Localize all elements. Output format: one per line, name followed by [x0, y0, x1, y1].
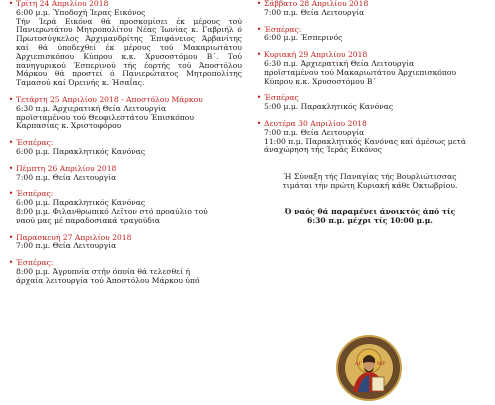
entry-line: 7:00 π.μ. Θεία Λειτουργία — [264, 7, 365, 17]
bullet-icon: • — [8, 138, 14, 148]
notice-line: Ή Σύναξη τής Παναγίας τής Βουρλιώτισσας — [283, 172, 457, 182]
bullet-icon: • — [256, 50, 262, 60]
bullet-icon: • — [256, 24, 262, 34]
schedule-entry — [6, 139, 244, 157]
bullet-icon: • — [256, 93, 262, 103]
entry-line: άρχαία λειτουργία τού Άποστόλου Μάρκου ύπό — [16, 275, 200, 285]
svg-text:ΜΡ: ΜΡ — [377, 361, 386, 367]
feast-notice — [254, 173, 486, 191]
entry-date: Δευτέρα 30 Απριλίου 2018 — [264, 118, 367, 128]
opening-hours — [254, 208, 486, 226]
entry-line: 6:00 μ.μ. Ύποδοχή Ίερας Εικόνος — [16, 7, 146, 17]
schedule-entry — [254, 0, 486, 18]
entry-date: Κυριακή 29 Απριλίου 2018 — [264, 50, 368, 60]
bullet-icon: • — [8, 94, 14, 104]
entry-line: 7:00 π.μ. Θεία Λειτουργία — [264, 127, 365, 137]
entry-line: προϊσταμένου τού Μακαριωτάτου Άρχιεπισκόπου — [264, 67, 457, 77]
schedule-entry — [254, 51, 486, 86]
schedule-entry — [6, 165, 244, 183]
entry-line: 6:00 μ.μ. Έσπερινός — [264, 33, 343, 43]
schedule-entry — [6, 0, 244, 88]
entry-line: Καρπασίας κ. Χριστοφόρου — [16, 121, 122, 131]
entry-line: 8:00 μ.μ. Άγρυπνία στήν όποία θά τελεσθεί ή — [16, 266, 191, 276]
entry-line: άναχώρηση τής Ίεράς Εικόνος — [264, 145, 382, 155]
entry-date: Τρίτη 24 Απριλίου 2018 — [16, 0, 109, 8]
schedule-entry — [254, 94, 486, 112]
entry-line: 7:00 π.μ. Θεία Λειτουργία — [16, 241, 117, 251]
schedule-entry — [254, 120, 486, 155]
svg-text:ΑΓ: ΑΓ — [355, 361, 363, 367]
schedule-entry — [254, 26, 486, 44]
entry-line: ναού μας μέ παραδοσιακά τραγούδια — [16, 215, 160, 225]
entry-line: προϊσταμένου τού Θεοφιλεστάτου Έπισκόπου — [16, 112, 194, 122]
hours-line: Ό ναός θά παραμένει άνοικτός άπό τίς — [284, 206, 456, 216]
bullet-icon: • — [256, 118, 262, 128]
schedule-entry — [6, 96, 244, 131]
schedule-entry — [6, 190, 244, 225]
entry-line: 8:00 μ.μ. Φιλανθρωπικό Λεῖτον στό προαύλιο τού — [16, 206, 208, 216]
entry-heading: Έσπέρας: — [264, 24, 302, 34]
entry-heading: Έσπέρας — [264, 93, 299, 103]
entry-heading: Έσπέρας: — [16, 138, 54, 148]
schedule-right-column — [254, 0, 486, 225]
notice-line: τιμάται τήν πρώτη Κυριακή κάθε Όκτωβρίου. — [282, 180, 458, 190]
entry-date: Παρασκευή 27 Απριλίου 2018 — [16, 232, 132, 242]
entry-line: 7:00 π.μ. Θεία Λειτουργία — [16, 172, 117, 182]
bullet-icon: • — [8, 232, 14, 242]
entry-line: 11:00 π.μ. Παρακλητικός Κανόνας καί άμέσως μετά — [264, 136, 466, 146]
bullet-icon: • — [8, 0, 14, 8]
bullet-icon: • — [8, 189, 14, 199]
entry-line: 5:00 μ.μ. Παρακλητικός Κανόνας — [264, 102, 394, 112]
hours-line: 6:30 π.μ. μέχρι τίς 10:00 μ.μ. — [307, 215, 433, 225]
entry-date: Σάββατο 28 Απριλίου 2018 — [264, 0, 369, 8]
schedule-left-column — [6, 0, 244, 286]
entry-date: Πέμπτη 26 Απριλίου 2018 — [16, 163, 117, 173]
entry-heading: Έσπέρας: — [16, 189, 54, 199]
bullet-icon: • — [256, 0, 262, 8]
entry-line: 6:30 π.μ. Άρχιερατική Θεία Λειτουργία — [264, 58, 415, 68]
entry-heading: Έσπέρας: — [16, 258, 54, 268]
schedule-entry — [6, 259, 244, 285]
entry-line: 6:00 μ.μ. Παρακλητικός Κανόνας — [16, 146, 146, 156]
icon-medallion — [336, 335, 402, 401]
saint-mark-icon — [336, 335, 402, 401]
schedule-entry — [6, 234, 244, 252]
entry-line: 6:00 μ.μ. Παρακλητικός Κανόνας — [16, 198, 146, 208]
entry-line: Κύπρου κ.κ. Χρυσοστόμου Β΄ — [264, 76, 377, 86]
bullet-icon: • — [8, 258, 14, 268]
entry-line: 6:30 π.μ. Άρχιερατική Θεία Λειτουργία — [16, 103, 167, 113]
entry-description: Τήν Ίερά Εικόνα θά προσκομίσει έκ μέρους τού Πανιερωτάτου Μητροπολίτου Νέας Ίωνίας κ. Γαβριήλ ό Πρωτοσύγκελος Άρχιμανδρίτης Έπιφάνειος Άρβανίτης καί θά ύποδεχθεί έκ μέρους τού Μακαριωτάτου Άρχιεπισκόπου Κύπρου κ.κ. Χρυσοστόμου Β΄. Τού πανηγυρικού Έσπερινού τής έορτής τού Άποστόλου Μάρκου θά προστεί ό Πανιερώτατος Μητροπολίτης Ταμασού καί Όρεινής κ. Ήσαΐας. — [16, 16, 242, 88]
bullet-icon: • — [8, 163, 14, 173]
entry-date: Τετάρτη 25 Απριλίου 2018 - Αποστόλου Μάρκου — [16, 94, 203, 104]
